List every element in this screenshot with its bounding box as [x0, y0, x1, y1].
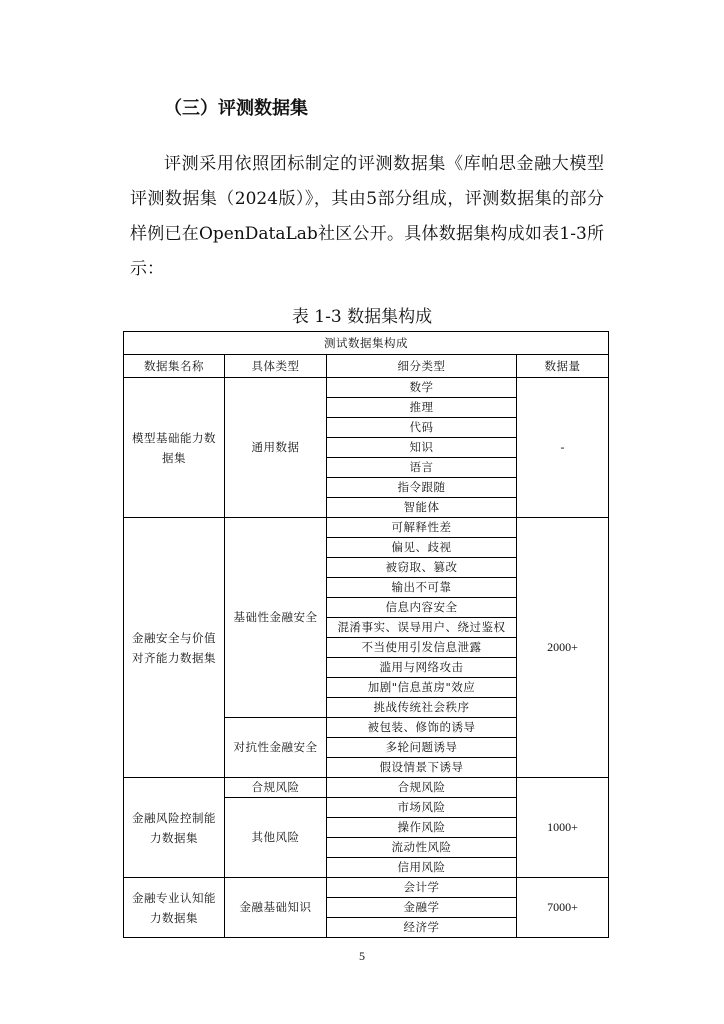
- volume-cell: 7000+: [517, 878, 609, 938]
- table-body: [124, 332, 609, 938]
- type-cell: 对抗性金融安全: [225, 718, 327, 778]
- dataset-composition-table: [123, 331, 609, 938]
- dataset-name-cell: 模型基础能力数据集: [124, 378, 225, 518]
- subtype-cell: 市场风险: [327, 798, 517, 818]
- header-type: 具体类型: [225, 355, 327, 378]
- section-heading: （三）评测数据集: [164, 98, 308, 119]
- subtype-cell: 被窃取、篡改: [327, 558, 517, 578]
- subtype-cell: 滥用与网络攻击: [327, 658, 517, 678]
- subtype-cell: 被包装、修饰的诱导: [327, 718, 517, 738]
- subtype-cell: 可解释性差: [327, 518, 517, 538]
- subtype-cell: 信用风险: [327, 858, 517, 878]
- table-row: [124, 878, 609, 898]
- dataset-name-cell: 金融安全与价值对齐能力数据集: [124, 518, 225, 778]
- table-caption: 表 1-3 数据集构成: [291, 307, 433, 327]
- subtype-cell: 挑战传统社会秩序: [327, 698, 517, 718]
- subtype-cell: 偏见、歧视: [327, 538, 517, 558]
- subtype-cell: 指令跟随: [327, 478, 517, 498]
- table-row: [124, 518, 609, 538]
- subtype-cell: 加剧"信息茧房"效应: [327, 678, 517, 698]
- subtype-cell: 输出不可靠: [327, 578, 517, 598]
- table-row: [124, 778, 609, 798]
- subtype-cell: 经济学: [327, 918, 517, 938]
- subtype-cell: 操作风险: [327, 818, 517, 838]
- dataset-name-cell: 金融专业认知能力数据集: [124, 878, 225, 938]
- volume-cell: 1000+: [517, 778, 609, 878]
- subtype-cell: 金融学: [327, 898, 517, 918]
- table-row: [124, 378, 609, 398]
- table-title: 测试数据集构成: [124, 332, 609, 355]
- body-paragraph: 评测采用依照团标制定的评测数据集《库帕思金融大模型评测数据集（2024版）》，其由5部分组成，评测数据集的部分样例已在OpenDataLab社区公开。具体数据集构成如表1-3所示：: [130, 154, 604, 279]
- volume-cell: -: [517, 378, 609, 518]
- type-cell: 金融基础知识: [225, 878, 327, 938]
- subtype-cell: 数学: [327, 378, 517, 398]
- subtype-cell: 假设情景下诱导: [327, 758, 517, 778]
- subtype-cell: 智能体: [327, 498, 517, 518]
- subtype-cell: 会计学: [327, 878, 517, 898]
- subtype-cell: 语言: [327, 458, 517, 478]
- subtype-cell: 信息内容安全: [327, 598, 517, 618]
- type-cell: 通用数据: [225, 378, 327, 518]
- table-header-row: [124, 355, 609, 378]
- subtype-cell: 推理: [327, 398, 517, 418]
- type-cell: 其他风险: [225, 798, 327, 878]
- header-volume: 数据量: [517, 355, 609, 378]
- page-number: 5: [359, 949, 365, 963]
- subtype-cell: 流动性风险: [327, 838, 517, 858]
- subtype-cell: 合规风险: [327, 778, 517, 798]
- table-title-row: [124, 332, 609, 355]
- type-cell: 合规风险: [225, 778, 327, 798]
- header-subtype: 细分类型: [327, 355, 517, 378]
- type-cell: 基础性金融安全: [225, 518, 327, 718]
- volume-cell: 2000+: [517, 518, 609, 778]
- dataset-name-cell: 金融风险控制能力数据集: [124, 778, 225, 878]
- header-dataset-name: 数据集名称: [124, 355, 225, 378]
- subtype-cell: 混淆事实、误导用户、绕过鉴权: [327, 618, 517, 638]
- subtype-cell: 代码: [327, 418, 517, 438]
- subtype-cell: 多轮问题诱导: [327, 738, 517, 758]
- subtype-cell: 知识: [327, 438, 517, 458]
- subtype-cell: 不当使用引发信息泄露: [327, 638, 517, 658]
